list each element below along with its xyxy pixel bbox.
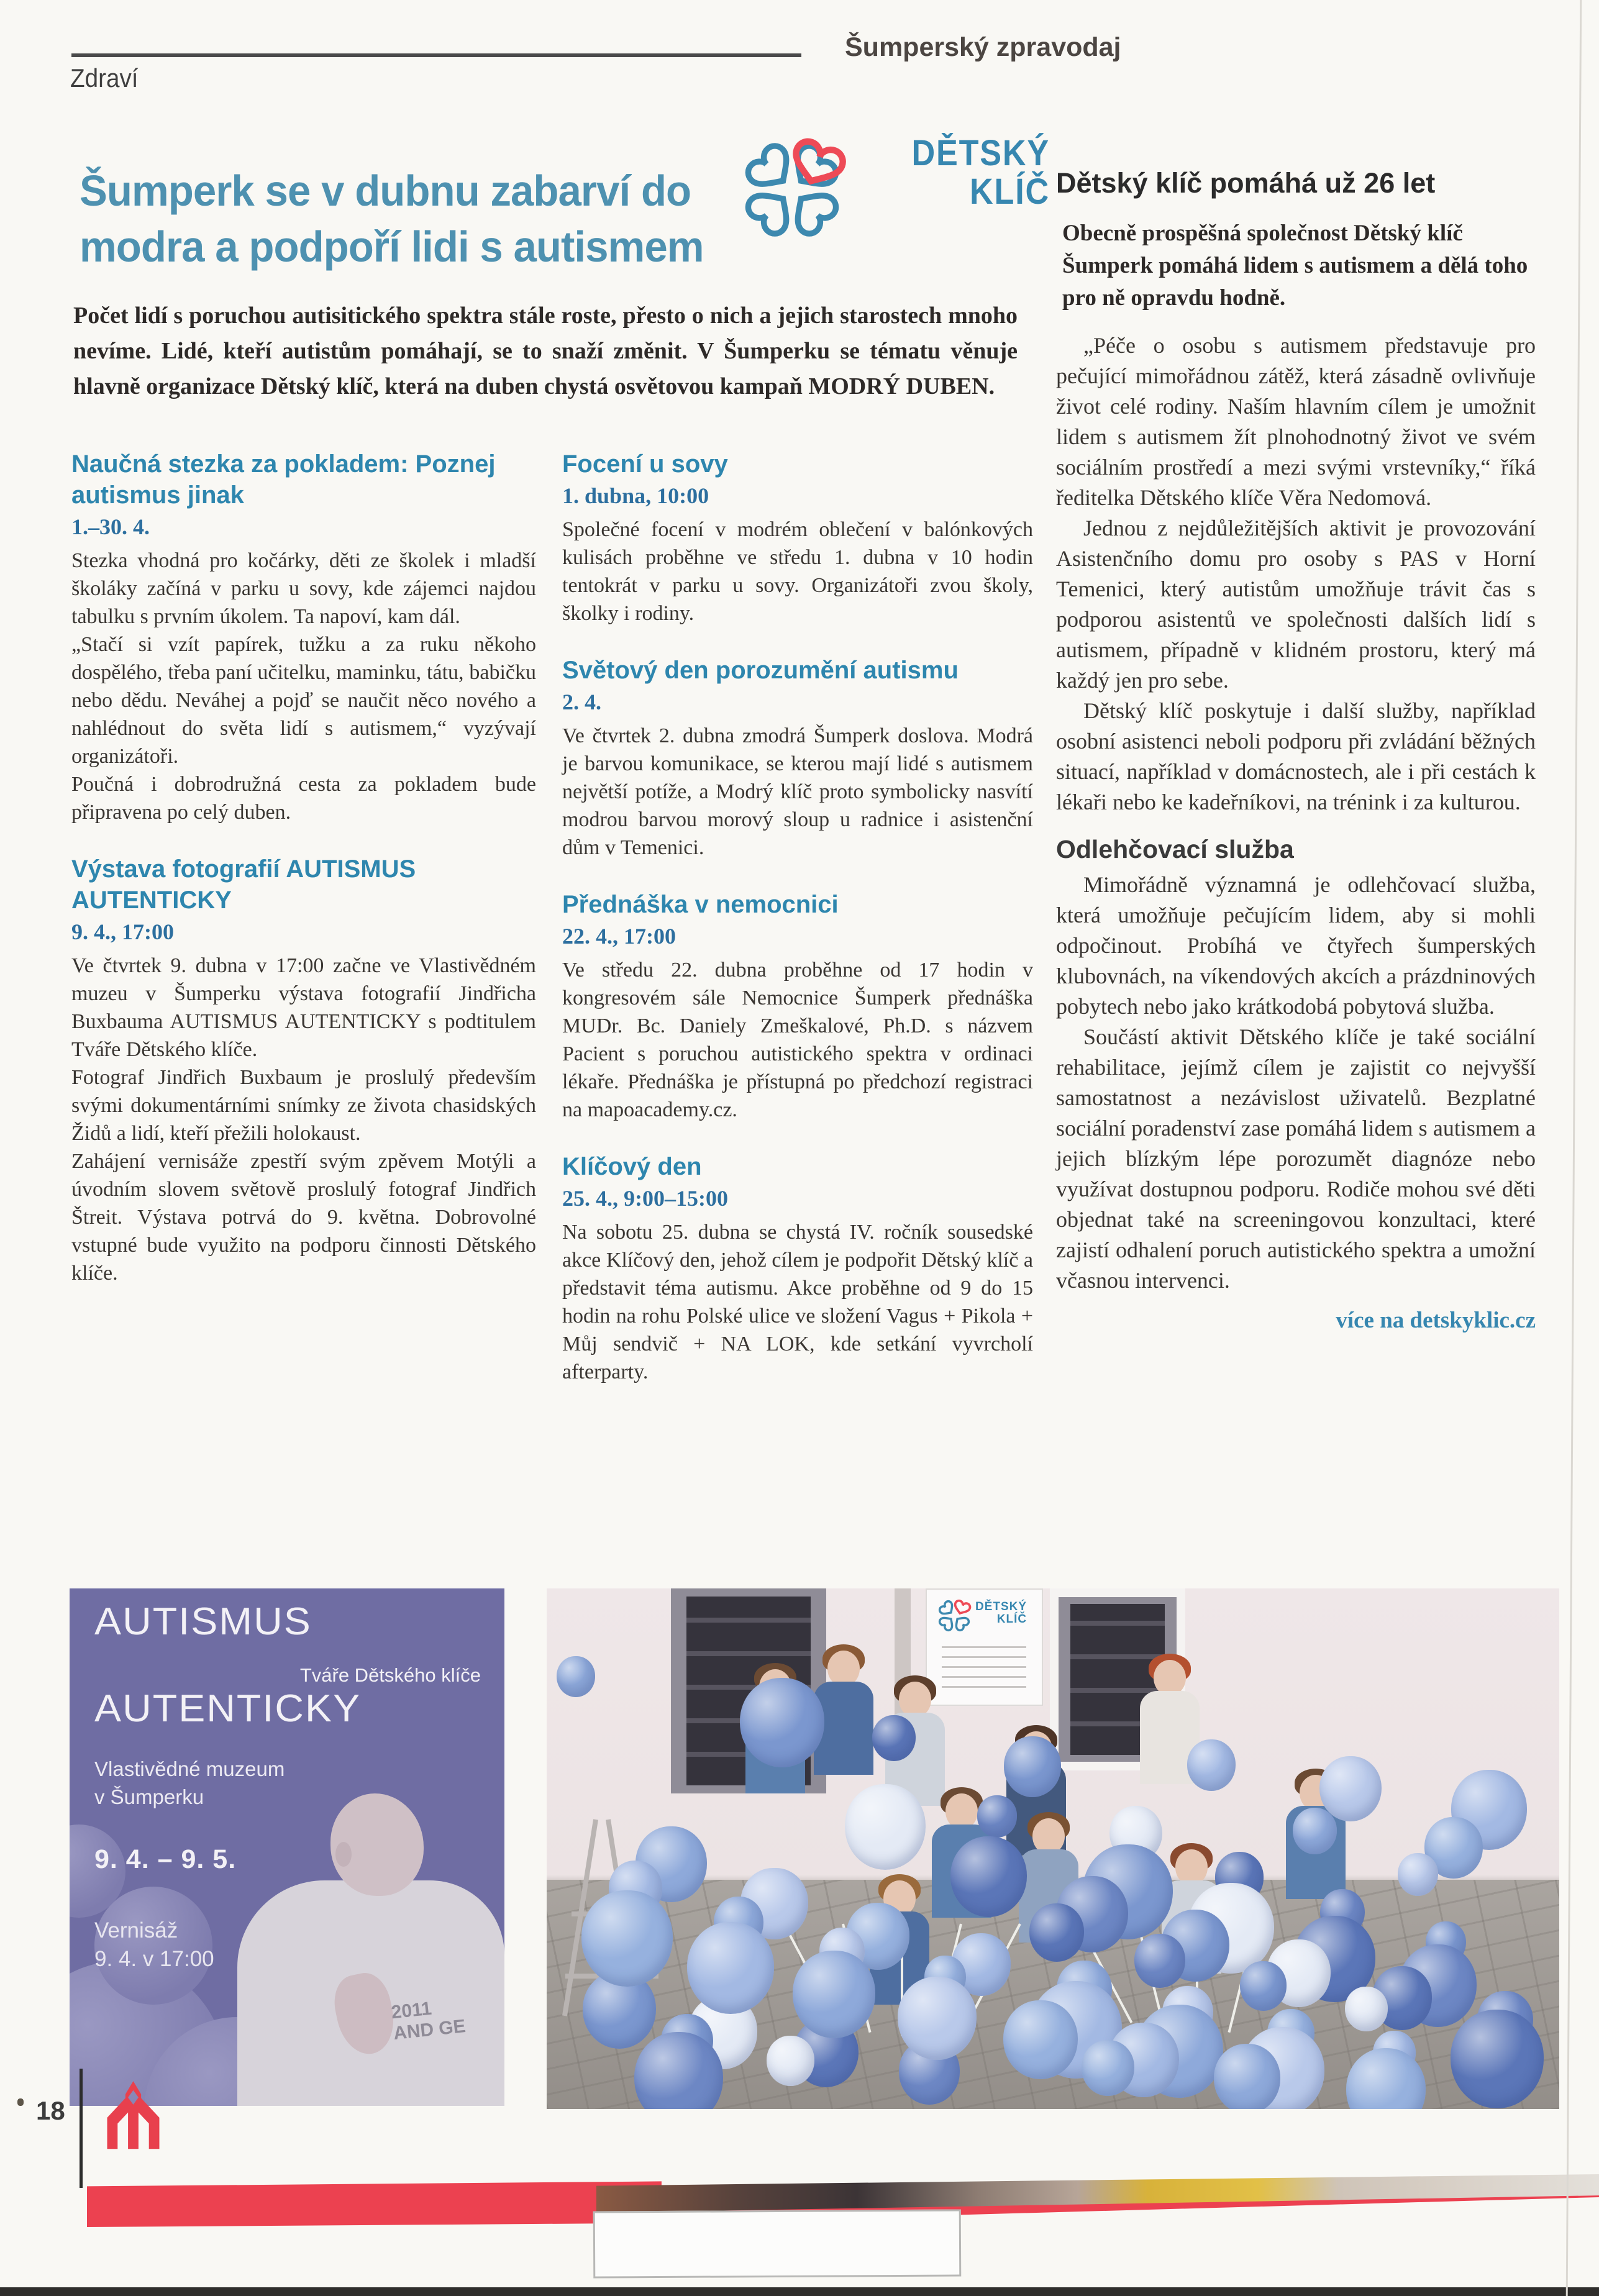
balloon (1004, 1736, 1061, 1797)
poster-vernissage (94, 1916, 214, 1974)
poster-tshirt-print: 2011 AND GE (390, 1998, 467, 2044)
logo-wordmark (865, 134, 1050, 211)
event-paragraph: Ve čtvrtek 2. dubna zmodrá Šumperk doslova. Modrá je barvou komunikace, se kterou mají lidé s autismem největší potíže, a Modrý klíč proto symbolicky nasvítí modrou barvou morový sloup u radnice i asistenční dům v Temenici. (562, 724, 1033, 859)
group-photo (547, 1588, 1559, 2109)
balloon (1187, 1739, 1236, 1791)
logo-word-1: DĚTSKÝ (911, 133, 1050, 173)
sign-wordmark (975, 1601, 1027, 1626)
event-foceni (562, 449, 1033, 627)
side-subheading: Odlehčovací služba (1056, 835, 1294, 863)
scan-artifact-rectangle (593, 2209, 962, 2278)
section-label: Zdraví (70, 63, 139, 93)
balloon (872, 1715, 916, 1761)
balloon (845, 1784, 926, 1869)
balloon (1029, 1903, 1084, 1961)
detsky-klic-sign (926, 1588, 1043, 1706)
side-article-lead: Obecně prospěšná společnost Dětský klíč Šumperk pomáhá lidem s autismem a dělá toho pro ně opravdu hodně. (1062, 221, 1528, 311)
side-paragraph: Jednou z nejdůležitějších aktivit je provozování Asistenčního domu pro osoby s PAS v Horní Temenici, který autistům umožňuje trávit čas s podporou asistentů ve společnosti dalších lidí s autismem, případně v klidném prostoru, který má každý jen pro sebe. (1056, 516, 1536, 693)
title-line-2: modra a podpoří lidi s autismem (80, 222, 704, 271)
event-paragraph: Stezka vhodná pro kočárky, děti ze školek i mladší školáky začíná v parku u sovy, kde zájemci najdou tabulku s prvním úkolem. Ta napoví, kam dál. (71, 549, 536, 628)
website-link: více na detskyklic.cz (1336, 1308, 1536, 1333)
balloon (581, 1890, 672, 1987)
side-article-title: Dětský klíč pomáhá už 26 let (1056, 167, 1436, 199)
page-number: 18 (36, 2096, 65, 2125)
main-article-lead: Počet lidí s poruchou autisitického spektra stále roste, přesto o nich a jejich starostech mnoho nevíme. Lidé, kteří autistům pomáhají, se to snaží změnit. V Šumperku se tématu věnuje hlavně organizace Dětský klíč, která na duben chystá osvětovou kampaň MODRÝ DUBEN. (73, 303, 1018, 399)
title-line-1: Šumperk se v dubnu zabarví do (80, 166, 691, 215)
balloon (767, 2036, 814, 2086)
event-svetovy-den (562, 655, 1033, 862)
event-vystava (71, 854, 536, 1287)
event-date: 1. dubna, 10:00 (562, 483, 709, 508)
poster-vernissage-date: 9. 4. v 17:00 (94, 1947, 214, 1971)
event-paragraph: „Stačí si vzít papírek, tužku a za ruku někoho dospělého, třeba paní učitelku, maminku, tátu, babičku nebo dědu. Neváhej a pojď se naučit něco nového a nahlédnout do světa lidí s autismem,“ vyzývají organizátoři. (71, 633, 536, 768)
event-heading: Naučná stezka za pokladem: Poznej autismus jinak (71, 450, 496, 509)
poster-dates: 9. 4. – 9. 5. (94, 1844, 237, 1874)
balloon (1451, 2010, 1544, 2108)
poster-man-ear (335, 1842, 352, 1867)
balloon (1003, 2000, 1078, 2079)
event-heading: Světový den porozumění autismu (562, 657, 959, 684)
event-date: 1.–30. 4. (71, 514, 150, 539)
poster-venue (94, 1755, 285, 1811)
balloon (1345, 1987, 1387, 2031)
scan-speck (17, 2098, 24, 2106)
side-article (1056, 166, 1536, 1334)
balloon (1082, 2040, 1134, 2096)
balloon (977, 1795, 1016, 1837)
event-paragraph: Poučná i dobrodružná cesta za pokladem bude připravena po celý duben. (71, 773, 536, 824)
side-paragraph: „Péče o osobu s autismem představuje pro pečující mimořádnou zátěž, která zásadně ovlivňuje život celé rodiny. Naším hlavním cílem je umožnit lidem s autismem žít plnohodnotný život ve svém sociálním prostředí a mezi svými vrstevníky,“ říká ředitelka Dětského klíče Věra Nedomová. (1056, 333, 1536, 510)
event-paragraph: Společné focení v modrém oblečení v balónkových kulisách proběhne ve středu 1. dubna v 10 hodin tentokrát v parku u sovy. Organizátoři zvou školy, školky i rodiny. (562, 518, 1033, 625)
event-heading: Výstava fotografií AUTISMUS AUTENTICKY (71, 855, 416, 914)
exhibition-poster (70, 1588, 504, 2106)
scan-edge-bar (0, 2287, 1599, 2296)
event-heading: Focení u sovy (562, 450, 728, 478)
event-date: 9. 4., 17:00 (71, 919, 174, 944)
sumperk-city-logo-icon (101, 2074, 166, 2154)
event-date: 25. 4., 9:00–15:00 (562, 1186, 728, 1211)
header-rule (71, 53, 801, 57)
event-prednaska (562, 889, 1033, 1124)
page-edge-line (1566, 0, 1582, 2296)
event-heading: Přednáška v nemocnici (562, 891, 839, 918)
poster-subtitle: Tváře Dětského klíče (299, 1664, 481, 1686)
event-paragraph: Zahájení vernisáže zpestří svým zpěvem Motýli a úvodním slovem světově proslulý fotograf Jindřich Štreit. Výstava potrvá do 9. května. Dobrovolné vstupné bude využito na podporu činnosti Dětského klíče. (71, 1150, 536, 1285)
event-heading: Klíčový den (562, 1153, 702, 1180)
event-paragraph: Ve čtvrtek 9. dubna v 17:00 začne ve Vlastivědném muzeu v Šumperku výstava fotografií Jindřicha Buxbauma AUTISMUS AUTENTICKY s podtitulem Tváře Dětského klíče. (71, 954, 536, 1061)
balloon (1214, 2044, 1280, 2109)
footer-divider (80, 2069, 83, 2188)
logo-word-2: KLÍČ (970, 171, 1050, 212)
balloon (950, 1836, 1027, 1917)
magazine-title: Šumperský zpravodaj (845, 32, 1121, 62)
side-paragraph: Součástí aktivit Dětského klíče je také sociální rehabilitace, jejímž cílem je zajistit co nejvyšší samostatnost a nezávislost uživatelů. Bezplatné sociální poradenství zase pomáhá lidem s autismem a jejich blízkým lépe porozumět diagnóze nebo využívat dostupnou podporu. Rodiče mohou své děti objednat také na screeningovou konzultaci, které zajistí odhalení poruch autistického spektra a umožní včasnou intervenci. (1056, 1024, 1536, 1293)
balloon (687, 1922, 774, 2014)
poster-title-1: AUTISMUS (94, 1600, 312, 1643)
side-paragraph: Mimořádně významná je odlehčovací služba, která umožňuje pečujícím lidem, aby si mohli odpočinout. Probíhá ve čtyřech šumperských klubovnách, na víkendových akcích a prázdninových pobytech nebo jako krátkodobá pobytová služba. (1056, 872, 1536, 1019)
side-paragraph: Dětský klíč poskytuje i další služby, například osobní asistenci neboli podporu při zvládání běžných situací, například v domácnostech, ale i při cestách k lékaři nebo ke kadeřníkovi, na trénink i za kulturou. (1056, 698, 1536, 814)
balloon (1398, 1853, 1438, 1896)
balloon (1293, 1808, 1337, 1855)
event-klicovy-den (562, 1151, 1033, 1386)
balloon (1134, 1934, 1185, 1987)
detsky-klic-logo (733, 129, 1056, 253)
event-paragraph: Fotograf Jindřich Buxbaum je proslulý především svými dokumentárními snímky ze života chasidských Židů a lidí, kteří přežili holokaust. (71, 1066, 536, 1145)
event-paragraph: Ve středu 22. dubna proběhne od 17 hodin v kongresovém sále Nemocnice Šumperk přednáška MUDr. Bc. Daniely Zmeškalové, Ph.D. s názvem Pacient s poruchou autistického spektra v ordinaci lékaře. Přednáška je přístupná po předchozí registraci na mapoacademy.cz. (562, 959, 1033, 1121)
event-date: 22. 4., 17:00 (562, 924, 676, 949)
balloon (898, 1977, 976, 2060)
main-article-title (80, 163, 736, 275)
sign-small-text (942, 1638, 1026, 1688)
poster-venue-line2: v Šumperku (94, 1785, 204, 1808)
balloon (1240, 1961, 1287, 2010)
events-column-1 (71, 449, 536, 1287)
balloon (793, 1951, 875, 2038)
poster-venue-line1: Vlastivědné muzeum (94, 1757, 285, 1780)
event-naucna-stezka (71, 449, 536, 826)
sign-word-1: DĚTSKÝ (975, 1600, 1027, 1613)
poster-vernissage-label: Vernisáž (94, 1918, 178, 1943)
balloon (557, 1656, 595, 1697)
sign-word-2: KLÍČ (996, 1613, 1027, 1626)
events-column-2 (562, 449, 1033, 1386)
poster-title-2: AUTENTICKY (94, 1687, 362, 1730)
event-date: 2. 4. (562, 690, 601, 714)
balloon (740, 1678, 824, 1767)
event-paragraph: Na sobotu 25. dubna se chystá IV. ročník sousedské akce Klíčový den, jehož cílem je podpořit Dětský klíč a představit téma autismu. Akce proběhne od 9 do 15 hodin na rohu Polské ulice ve složení Vagus + Pikola + Můj sendvič + NA LOK, kde setkání vyvrcholí afterparty. (562, 1221, 1033, 1383)
